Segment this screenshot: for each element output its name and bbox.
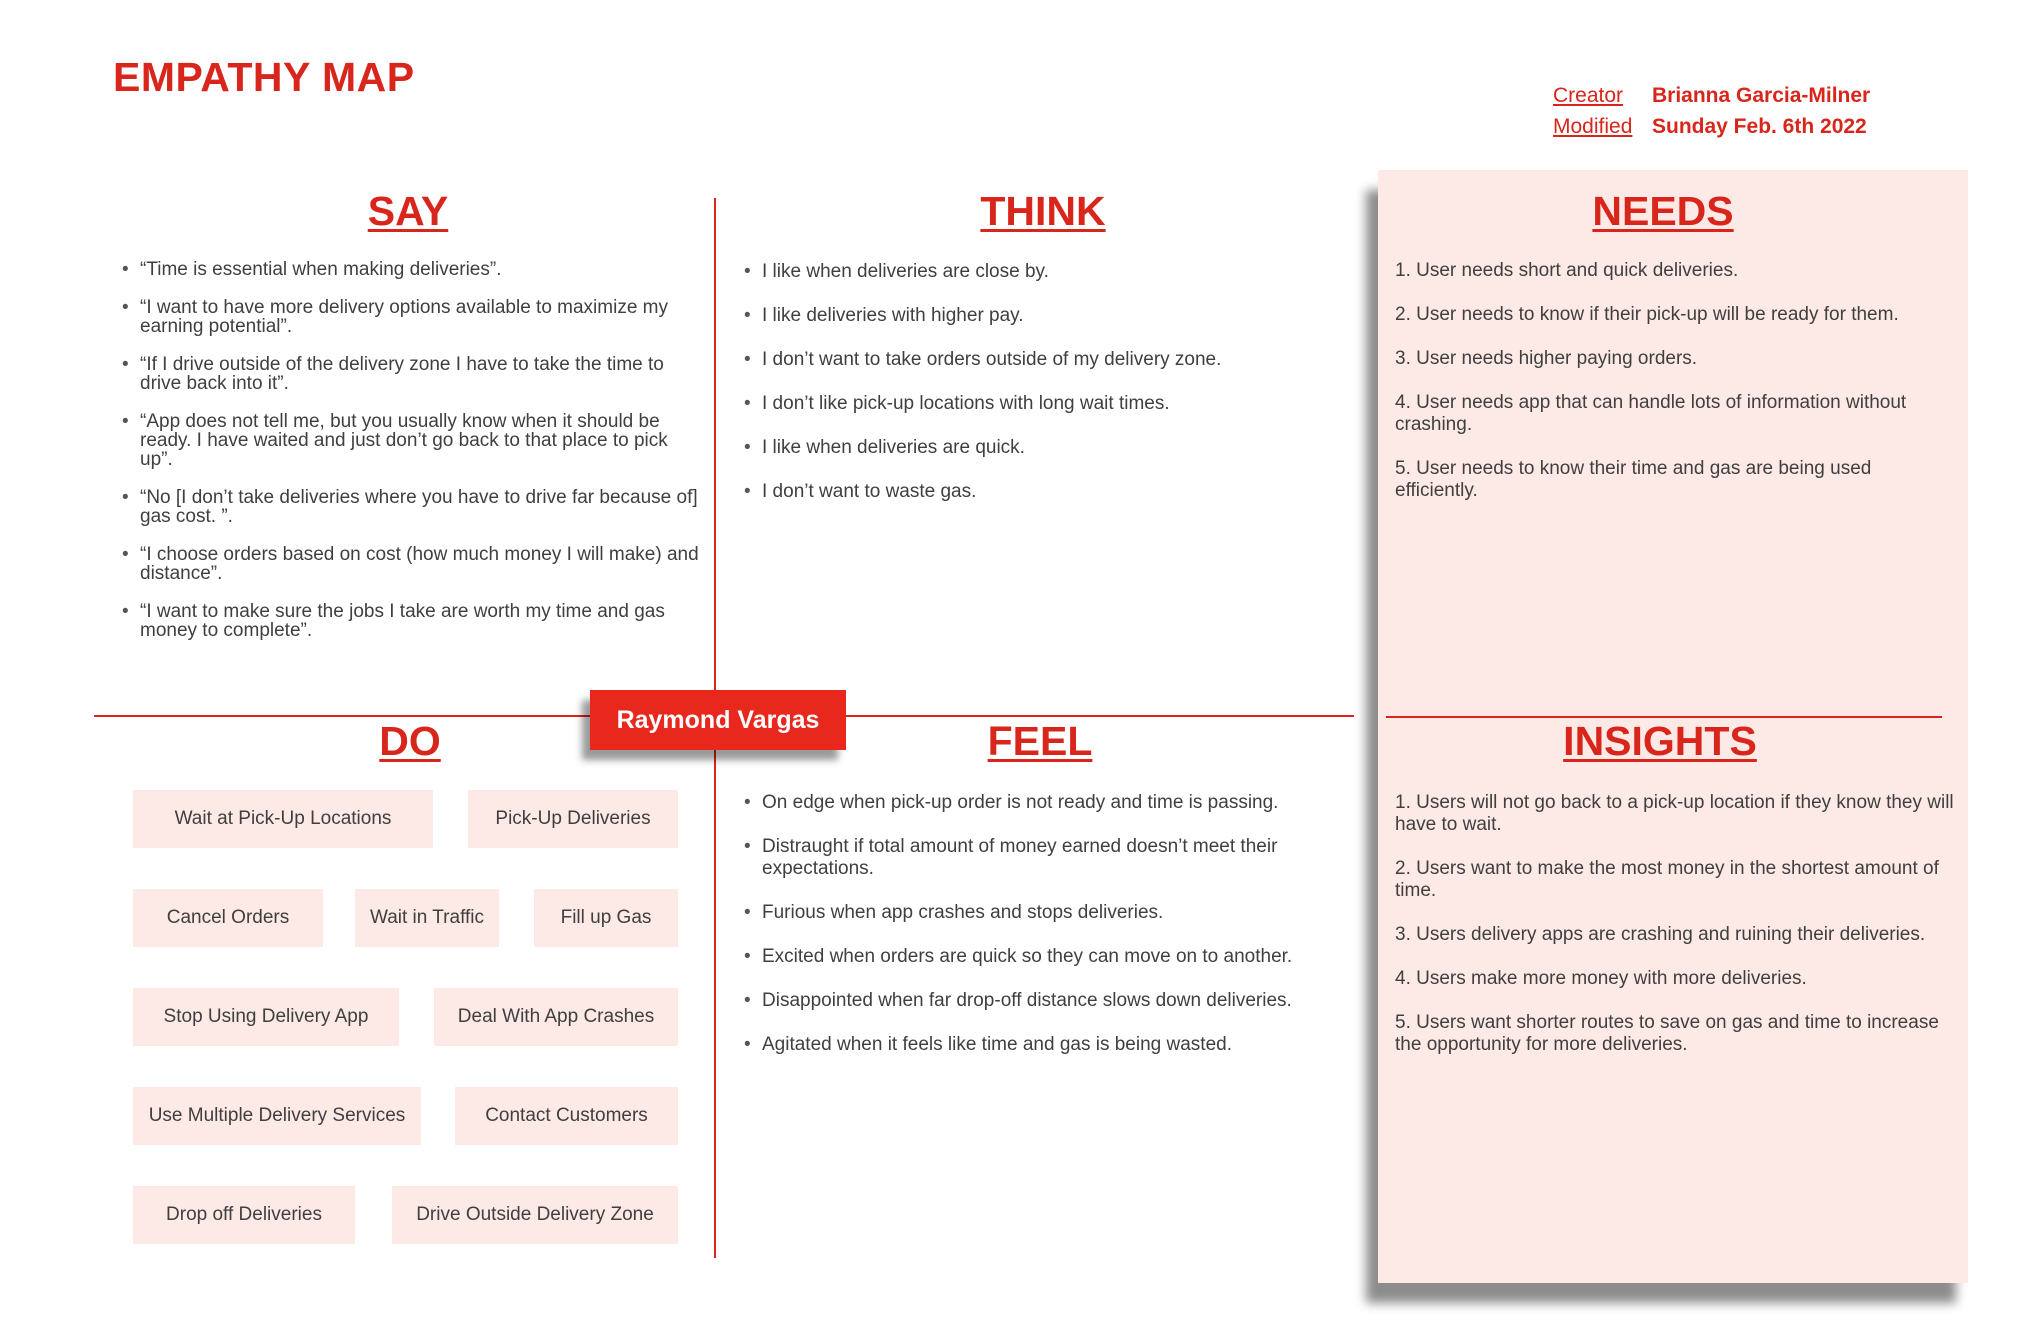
page-title: EMPATHY MAP — [113, 54, 415, 100]
do-chip: Wait in Traffic — [355, 889, 499, 947]
think-list — [744, 262, 1304, 526]
insights-heading: INSIGHTS — [1563, 718, 1757, 764]
list-item: • Agitated when it feels like time and gas is being wasted. — [744, 1034, 1344, 1056]
think-heading: THINK — [980, 188, 1106, 234]
list-item: • “I want to make sure the jobs I take are worth my time and gas money to complete”. — [122, 602, 702, 640]
list-item: • “I want to have more delivery options available to maximize my earning potential”. — [122, 298, 702, 336]
list-item: • Excited when orders are quick so they can move on to another. — [744, 946, 1344, 968]
list-item: • “App does not tell me, but you usually know when it should be ready. I have waited and just don’t go back to that place to pick up”. — [122, 412, 702, 469]
do-chip: Drop off Deliveries — [133, 1186, 355, 1244]
modified-value: Sunday Feb. 6th 2022 — [1652, 115, 1867, 138]
feel-heading: FEEL — [987, 718, 1093, 764]
list-item: • I don’t want to take orders outside of my delivery zone. — [744, 350, 1304, 369]
list-item: • “Time is essential when making deliveries”. — [122, 260, 702, 279]
list-item: 4. Users make more money with more deliveries. — [1395, 968, 1807, 989]
list-item: • I like deliveries with higher pay. — [744, 306, 1304, 325]
insights-list — [1395, 792, 1955, 1078]
creator-label: Creator — [1553, 84, 1624, 107]
list-item: • Distraught if total amount of money earned doesn’t meet their expectations. — [744, 836, 1344, 880]
list-item: • “If I drive outside of the delivery zone I have to take the time to drive back into it”. — [122, 355, 702, 393]
do-chip: Drive Outside Delivery Zone — [392, 1186, 678, 1244]
persona-badge: Raymond Vargas — [590, 690, 846, 750]
list-item: • On edge when pick-up order is not ready and time is passing. — [744, 792, 1344, 814]
list-item: • “I choose orders based on cost (how much money I will make) and distance”. — [122, 545, 702, 583]
do-chip: Pick-Up Deliveries — [468, 790, 678, 848]
do-chip: Stop Using Delivery App — [133, 988, 399, 1046]
list-item: • I like when deliveries are close by. — [744, 262, 1304, 281]
feel-list — [744, 792, 1344, 1078]
list-item: • I don’t like pick-up locations with long wait times. — [744, 394, 1304, 413]
list-item: • I don’t want to waste gas. — [744, 482, 1304, 501]
list-item: 2. User needs to know if their pick-up will be ready for them. — [1395, 304, 1899, 325]
list-item: 4. User needs app that can handle lots of information without crashing. — [1395, 392, 1907, 435]
do-chip: Use Multiple Delivery Services — [133, 1087, 421, 1145]
do-chip: Contact Customers — [455, 1087, 678, 1145]
do-chip: Cancel Orders — [133, 889, 323, 947]
creator-row — [1553, 84, 1870, 108]
list-item: 5. Users want shorter routes to save on gas and time to increase the opportunity for more deliveries. — [1395, 1012, 1939, 1055]
list-item: 3. User needs higher paying orders. — [1395, 348, 1698, 369]
say-list — [122, 260, 702, 659]
list-item: 3. Users delivery apps are crashing and ruining their deliveries. — [1395, 924, 1926, 945]
list-item: 1. User needs short and quick deliveries. — [1395, 260, 1739, 281]
do-heading: DO — [379, 718, 441, 764]
list-item: 2. Users want to make the most money in the shortest amount of time. — [1395, 858, 1939, 901]
modified-label: Modified — [1553, 115, 1633, 138]
list-item: 1. Users will not go back to a pick-up location if they know they will have to wait. — [1395, 792, 1954, 835]
needs-list — [1395, 260, 1955, 524]
do-chip: Fill up Gas — [534, 889, 678, 947]
list-item: • Disappointed when far drop-off distance slows down deliveries. — [744, 990, 1344, 1012]
needs-heading: NEEDS — [1592, 188, 1734, 234]
do-chip: Wait at Pick-Up Locations — [133, 790, 433, 848]
modified-row — [1553, 115, 1867, 139]
list-item: 5. User needs to know their time and gas are being used efficiently. — [1395, 458, 1872, 501]
say-heading: SAY — [367, 188, 449, 234]
do-chip: Deal With App Crashes — [434, 988, 678, 1046]
list-item: • Furious when app crashes and stops deliveries. — [744, 902, 1344, 924]
list-item: • “No [I don’t take deliveries where you have to drive far because of] gas cost. ”. — [122, 488, 702, 526]
creator-value: Brianna Garcia-Milner — [1652, 84, 1871, 107]
list-item: • I like when deliveries are quick. — [744, 438, 1304, 457]
